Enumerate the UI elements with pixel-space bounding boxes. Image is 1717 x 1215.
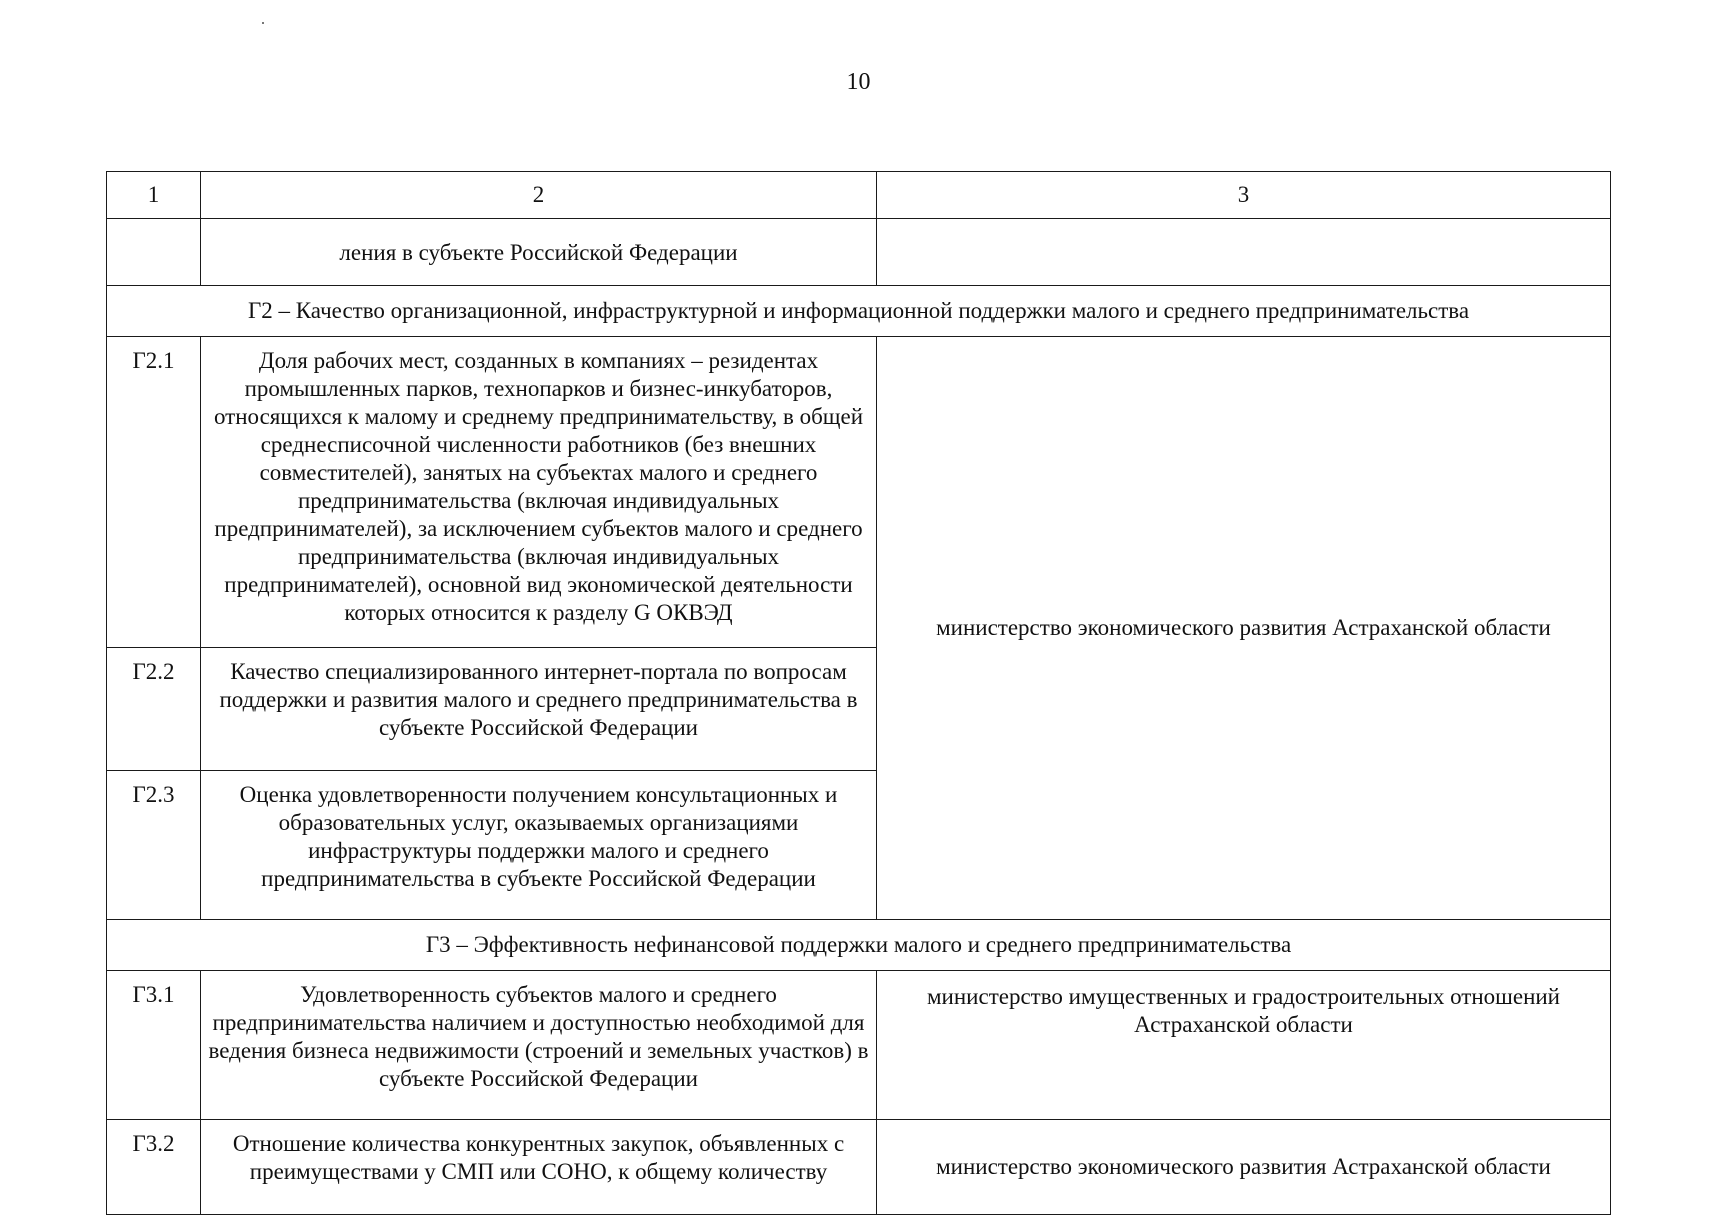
continuation-name-cell: ления в субъекте Российской Федерации xyxy=(201,219,877,286)
responsible-body-g2: министерство экономического развития Астраханской области xyxy=(877,337,1611,920)
indicator-name: Доля рабочих мест, созданных в компаниях – резидентах промышленных парков, технопарков и бизнес-инкубаторов, относящихся к малому и среднему предпринимательству, в общей среднесписочной численности работников (без внешних совместителей), занятых на субъектах малого и среднего предпринимательства (включая индивидуальных предпринимателей), за исключением субъектов малого и среднего предпринимательства (включая индивидуальных предпринимателей), основной вид экономической деятельности которых относится к разделу G ОКВЭД xyxy=(201,337,877,648)
header-col-2: 2 xyxy=(201,172,877,219)
table-header-row xyxy=(107,172,1611,219)
page-number: 10 xyxy=(846,69,871,95)
indicator-name: Удовлетворенность субъектов малого и среднего предпринимательства наличием и доступностью необходимой для ведения бизнеса недвижимости (строений и земельных участков) в субъекте Российской Федерации xyxy=(201,971,877,1120)
section-title-g3: Г3 – Эффективность нефинансовой поддержки малого и среднего предпринимательства xyxy=(107,920,1611,971)
continuation-code-cell xyxy=(107,219,201,286)
indicator-code: Г2.1 xyxy=(107,337,201,648)
indicators-table xyxy=(106,171,1611,1215)
responsible-body: министерство имущественных и градостроительных отношений Астраханской области xyxy=(877,971,1611,1120)
header-col-1: 1 xyxy=(107,172,201,219)
indicator-name: Оценка удовлетворенности получением консультационных и образовательных услуг, оказываемых организациями инфраструктуры поддержки малого и среднего предпринимательства в субъекте Российской Федерации xyxy=(201,771,877,920)
section-title-g2: Г2 – Качество организационной, инфраструктурной и информационной поддержки малого и среднего предпринимательства xyxy=(107,286,1611,337)
table-row xyxy=(107,337,1611,648)
indicator-name: Качество специализированного интернет-портала по вопросам поддержки и развития малого и среднего предпринимательства в субъекте Российской Федерации xyxy=(201,648,877,771)
section-row-g3 xyxy=(107,920,1611,971)
scan-speck xyxy=(262,22,264,24)
continuation-row xyxy=(107,219,1611,286)
section-row-g2 xyxy=(107,286,1611,337)
continuation-responsible-cell xyxy=(877,219,1611,286)
table-row xyxy=(107,971,1611,1120)
indicator-name: Отношение количества конкурентных закупок, объявленных с преимуществами у СМП или СОНО, к общему количеству xyxy=(201,1120,877,1215)
indicator-code: Г3.1 xyxy=(107,971,201,1120)
indicator-code: Г2.3 xyxy=(107,771,201,920)
table-row xyxy=(107,1120,1611,1215)
indicator-code: Г2.2 xyxy=(107,648,201,771)
indicator-code: Г3.2 xyxy=(107,1120,201,1215)
responsible-body: министерство экономического развития Астраханской области xyxy=(877,1120,1611,1215)
header-col-3: 3 xyxy=(877,172,1611,219)
